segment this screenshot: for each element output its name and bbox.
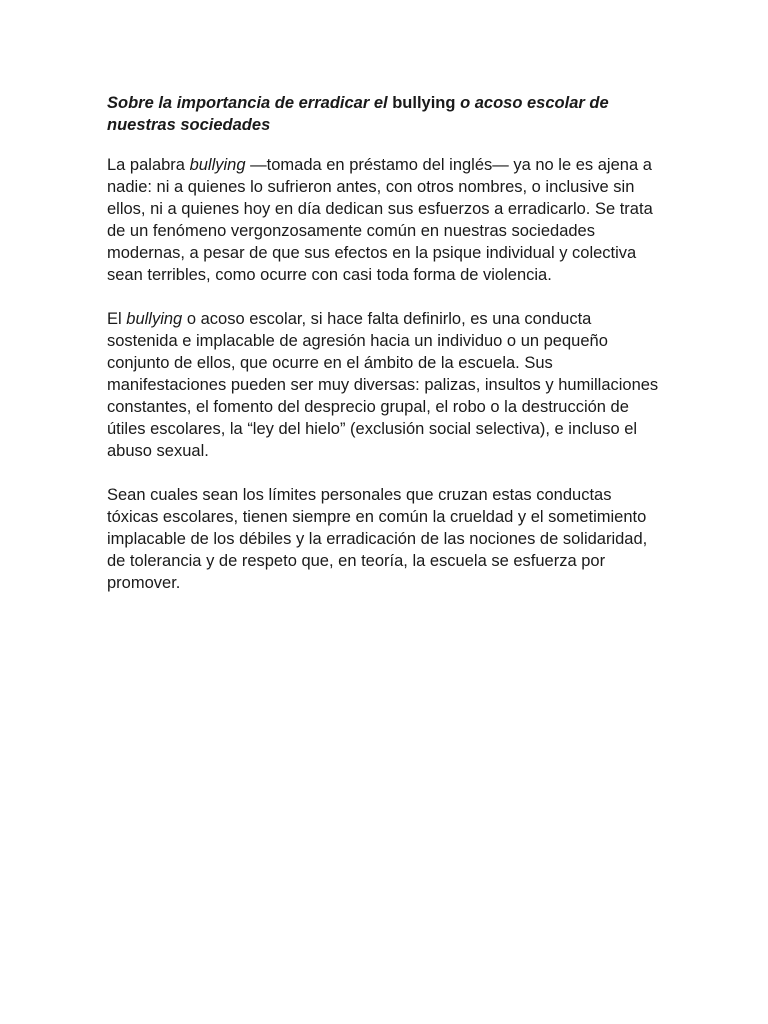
paragraph-3-body: Sean cuales sean los límites personales que cruzan estas conductas tóxicas escolares, tienen siempre en común la crueldad y el sometimiento implacable de los débiles y la erradicación de las nociones de solidaridad, de tolerancia y de respeto que, en teoría, la escuela se esfuerza por promover. xyxy=(107,486,648,592)
title-part-2: bullying xyxy=(392,94,456,112)
paragraph-2-lead: El xyxy=(107,310,122,328)
document-title xyxy=(107,92,663,136)
paragraph-2 xyxy=(107,308,663,462)
paragraph-2-body: o acoso escolar, si hace falta definirlo, es una conducta sostenida e implacable de agresión hacia un individuo o un pequeño conjunto de ellos, que ocurre en el ámbito de la escuela. Sus manifestaciones pueden ser muy diversas: palizas, insultos y humillaciones constantes, el fomento del desprecio grupal, el robo o la destrucción de útiles escolares, la “ley del hielo” (exclusión social selectiva), e incluso el abuso sexual. xyxy=(107,310,659,460)
title-part-3: o acoso escolar de nuestras sociedades xyxy=(107,94,609,134)
paragraph-2-term: bullying xyxy=(126,310,183,328)
title-part-1: Sobre la importancia de erradicar el xyxy=(107,94,388,112)
document-page xyxy=(107,92,663,616)
paragraph-1-body: —tomada en préstamo del inglés— ya no le es ajena a nadie: ni a quienes lo sufrieron antes, con otros nombres, o inclusive sin ellos, ni a quienes hoy en día dedican sus esfuerzos a erradicarlo. Se trata de un fenómeno vergonzosamente común en nuestras sociedades modernas, a pesar de que sus efectos en la psique individual y colectiva sean terribles, como ocurre con casi toda forma de violencia. xyxy=(107,156,653,284)
paragraph-1 xyxy=(107,154,663,286)
paragraph-1-lead: La palabra xyxy=(107,156,185,174)
paragraph-3 xyxy=(107,484,663,594)
paragraph-1-term: bullying xyxy=(189,156,246,174)
